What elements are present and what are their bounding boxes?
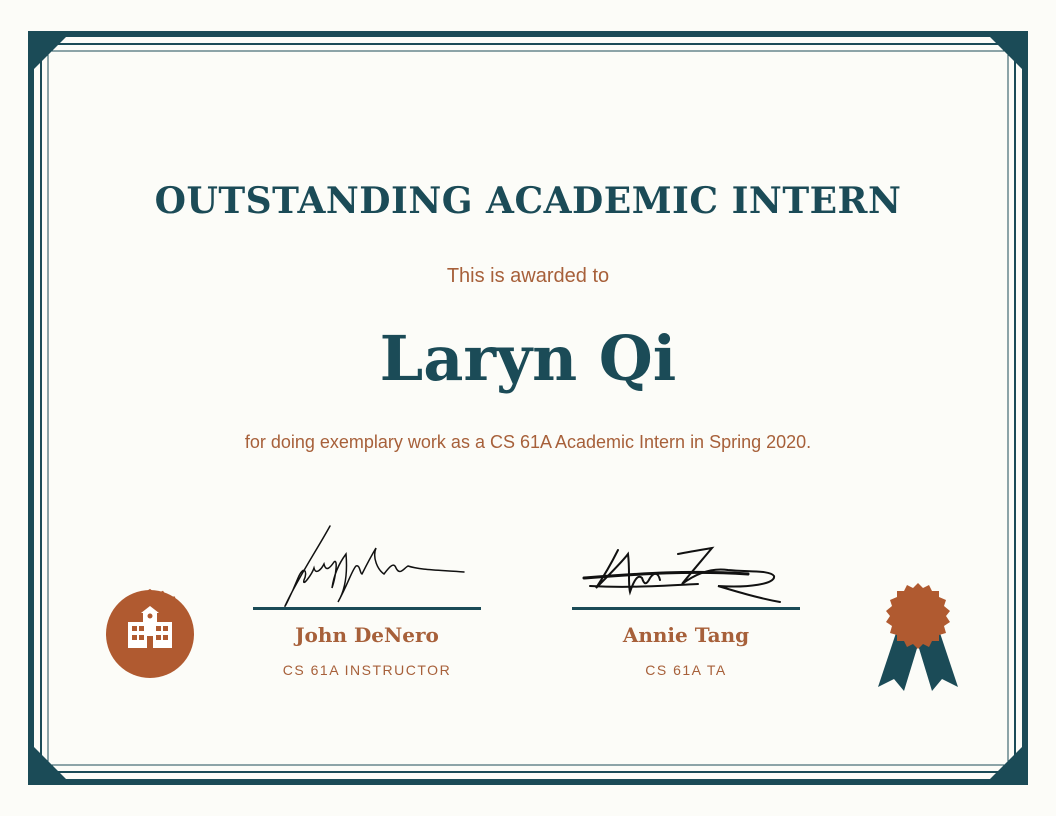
certificate-title: OUTSTANDING ACADEMIC INTERN xyxy=(154,180,902,222)
signatory-role-2: CS 61A TA xyxy=(645,662,727,678)
awarded-to-text: This is awarded to xyxy=(446,265,610,287)
award-ribbon-icon xyxy=(874,583,962,693)
annie-tang-signature xyxy=(578,540,788,610)
john-denero-signature xyxy=(268,518,468,610)
signatory-name-1: John DeNero xyxy=(295,623,439,647)
recipient-name: Laryn Qi xyxy=(379,322,677,395)
signatory-name-2: Annie Tang xyxy=(622,623,750,647)
signature-line-2 xyxy=(572,607,800,610)
award-reason: for doing exemplary work as a CS 61A Academic Intern in Spring 2020. xyxy=(244,432,812,452)
signature-line-1 xyxy=(253,607,481,610)
signatory-role-1: CS 61A INSTRUCTOR xyxy=(282,662,452,678)
school-seal xyxy=(98,582,202,686)
